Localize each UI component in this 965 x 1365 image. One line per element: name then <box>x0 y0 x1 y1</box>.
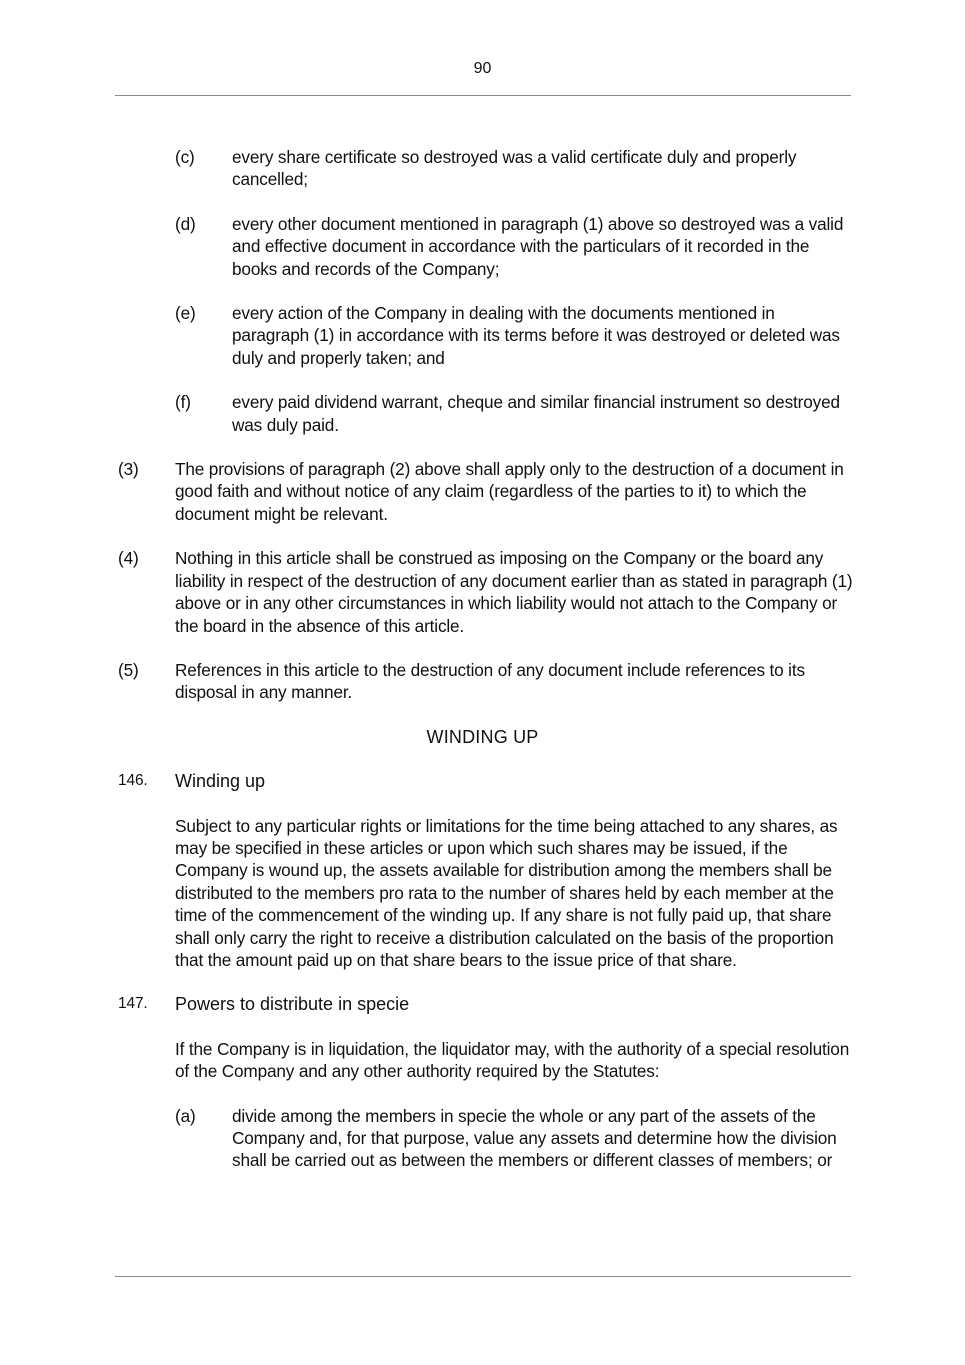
page-number: 90 <box>473 60 492 77</box>
item-text: divide among the members in specie the whole or any part of the assets of the Company and, for that purpose, value any assets and determine how the division shall be carried out as between the members or different classes of members; or <box>232 1105 837 1171</box>
article-title: Powers to distribute in specie <box>175 994 410 1015</box>
paragraph-label: (4) <box>118 548 139 569</box>
header-divider <box>115 95 851 96</box>
item-label: (e) <box>175 303 196 324</box>
article-number: 147. <box>118 995 148 1013</box>
item-label: (d) <box>175 213 196 234</box>
list-item <box>0 213 965 280</box>
list-item <box>0 391 965 436</box>
article-heading <box>0 993 965 1015</box>
article-heading <box>0 770 965 792</box>
item-label: (f) <box>175 392 191 413</box>
document-body <box>0 146 965 1172</box>
item-text: every action of the Company in dealing with the documents mentioned in paragraph (1) in accordance with its terms before it was destroyed or deleted was duly and properly taken; and <box>232 303 840 368</box>
paragraph-label: (3) <box>118 459 139 480</box>
paragraph <box>0 547 965 637</box>
item-text: every other document mentioned in paragraph (1) above so destroyed was a valid and effective document in accordance with the particulars of it recorded in the books and records of the Company; <box>232 213 844 279</box>
item-label: (c) <box>175 147 195 167</box>
paragraph <box>0 659 965 704</box>
list-item <box>0 1105 965 1172</box>
list-item <box>0 302 965 369</box>
paragraph-text: Nothing in this article shall be construed as imposing on the Company or the board any liability in respect of the destruction of any document earlier than as stated in paragraph (1) above or in any other circumstances in which liability would not attach to the Company or the board in the absence of this article. <box>175 548 853 636</box>
item-text: every paid dividend warrant, cheque and similar financial instrument so destroyed was duly paid. <box>232 392 840 435</box>
paragraph-text: References in this article to the destruction of any document include references to its disposal in any manner. <box>175 659 805 703</box>
article-body <box>0 1038 965 1083</box>
article-body <box>0 815 965 972</box>
article-body-text: Subject to any particular rights or limitations for the time being attached to any shares, as may be specified in these articles or upon which such shares may be issued, if the Company is wound up, the assets available for distribution among the members shall be distributed to the members pro rata to the number of shares held by each member at the time of the commencement of the winding up. If any share is not fully paid up, that share shall only carry the right to receive a distribution calculated on the basis of the proportion that the amount paid up on that share bears to the issue price of that share. <box>175 815 838 970</box>
article-body-text: If the Company is in liquidation, the liquidator may, with the authority of a special resolution of the Company and any other authority required by the Statutes: <box>175 1038 850 1082</box>
article-number: 146. <box>118 772 148 790</box>
section-heading: WINDING UP <box>426 726 539 747</box>
item-label: (a) <box>175 1105 196 1126</box>
paragraph-text: The provisions of paragraph (2) above shall apply only to the destruction of a document in good faith and without notice of any claim (regardless of the parties to it) to which the document might be relevant. <box>175 459 844 524</box>
article-title: Winding up <box>175 771 266 792</box>
paragraph <box>0 458 965 525</box>
item-text: every share certificate so destroyed was a valid certificate duly and properly cancelled; <box>232 147 797 190</box>
paragraph-label: (5) <box>118 659 139 680</box>
list-item <box>0 146 965 191</box>
footer-divider <box>115 1276 851 1277</box>
